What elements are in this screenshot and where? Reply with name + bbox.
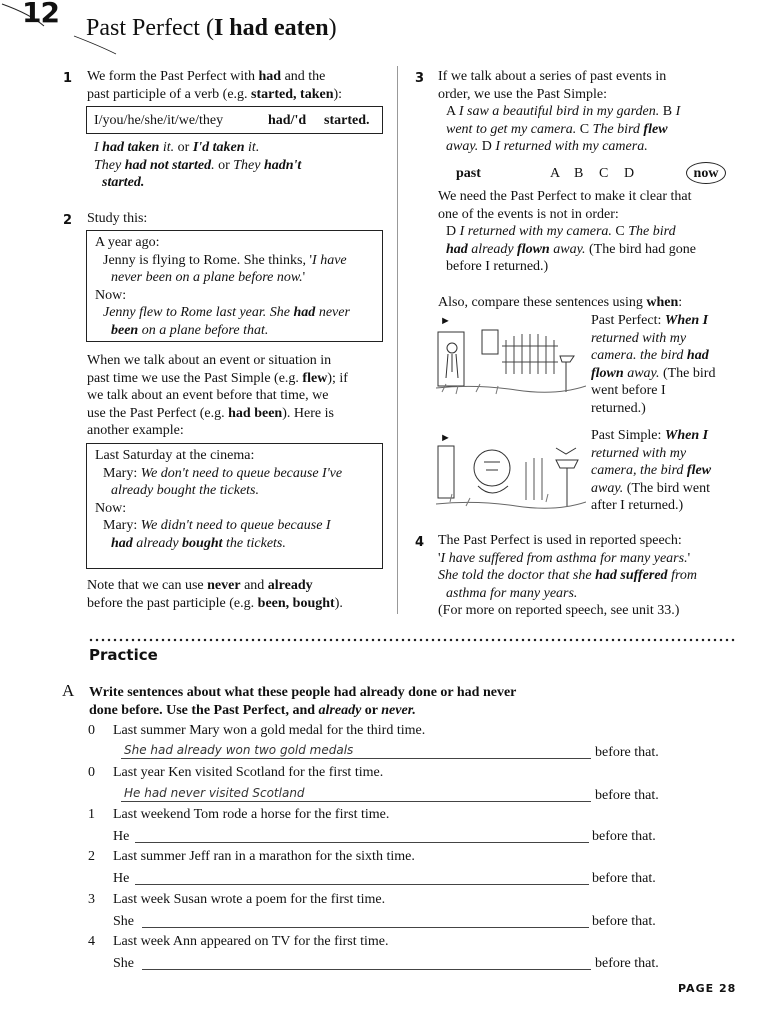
section-1-form-box: I/you/he/she/it/we/they had/'d started. <box>86 106 383 134</box>
past-perfect-caption: Past Perfect: When I returned with my camera. the bird had flown away. (The bird went before I returned.) <box>591 313 716 416</box>
exercise-letter: A <box>62 681 75 700</box>
timeline-letter-d: D <box>624 166 635 181</box>
timeline-letter-c: C <box>599 166 609 181</box>
list-item: 4 Last week Ann appeared on TV for the first time. She before that. <box>88 934 659 971</box>
section-1-examples: I had taken it. or I'd taken it. They had not started. or They hadn't started. <box>94 140 302 190</box>
section-1-number: 1 <box>63 71 73 86</box>
answer-line[interactable] <box>142 969 591 970</box>
section-3-also: Also, compare these sentences using when: <box>438 295 683 310</box>
column-divider <box>397 66 398 614</box>
section-2-box-1: A year ago: Jenny is flying to Rome. She thinks, 'I have never been on a plane before now.' Now: Jenny flew to Rome last year. She had never been on a plane before that. <box>86 230 383 342</box>
bullet-arrow-icon: ► <box>440 432 451 444</box>
section-4-text: The Past Perfect is used in reported speech: 'I have suffered from asthma for many years.' She told the doctor that she had suffered from asthma for many years. (For more on reported speech, see unit 33.) <box>438 533 697 618</box>
answer-line[interactable] <box>135 842 589 843</box>
answer-line[interactable] <box>135 884 589 885</box>
section-2-note: Note that we can use never and already before the past participle (e.g. been, bought). <box>87 578 343 611</box>
answer-text: She had already won two gold medals <box>124 743 354 757</box>
bullet-arrow-icon: ► <box>440 315 451 327</box>
garden-scene-2-illustration <box>436 440 586 514</box>
section-2-paragraph: When we talk about an event or situation in past time we use the Past Simple (e.g. flew); if we talk about an event before that time, we use the Past Perfect (e.g. had been). Here is another example: <box>87 353 348 438</box>
page-number: PAGE 28 <box>678 982 737 995</box>
section-3-text-2: We need the Past Perfect to make it clear that one of the events is not in order: D I returned with my camera. C The bird had already flown away. (The bird had gone before I returned.) <box>438 189 696 274</box>
list-item: 0 Last year Ken visited Scotland for the first time. He had never visited Scotland before that. <box>88 765 659 803</box>
dotted-divider <box>88 638 736 642</box>
unit-title: Past Perfect (I had eaten) <box>86 15 337 41</box>
practice-heading: Practice <box>89 646 158 664</box>
answer-text: He had never visited Scotland <box>124 786 305 800</box>
timeline-past-label: past <box>456 166 481 181</box>
section-4-number: 4 <box>415 535 425 550</box>
answer-line[interactable] <box>121 758 591 759</box>
section-2-box-2: Last Saturday at the cinema: Mary: We don't need to queue because I've already bought the tickets. Now: Mary: We didn't need to queue because I had already bought the tickets. <box>86 443 383 569</box>
list-item: 1 Last weekend Tom rode a horse for the first time. He before that. <box>88 807 656 844</box>
exercise-instructions: Write sentences about what these people had already done or had never done before. Use the Past Perfect, and already or never. <box>89 685 517 718</box>
list-item: 3 Last week Susan wrote a poem for the first time. She before that. <box>88 892 656 929</box>
section-3-text: If we talk about a series of past events in order, we use the Past Simple: A I saw a beautiful bird in my garden. B I went to get my camera. C The bird flew away. D I returned with my camera. <box>438 69 681 154</box>
answer-line[interactable] <box>121 801 591 802</box>
timeline-now-label: now <box>686 162 726 184</box>
section-1-text: We form the Past Perfect with had and the past participle of a verb (e.g. started, taken): <box>87 69 343 102</box>
unit-number: 12 <box>22 0 59 29</box>
timeline-letter-b: B <box>574 166 584 181</box>
past-simple-caption: Past Simple: When I returned with my camera, the bird flew away. (The bird went after I returned.) <box>591 428 712 513</box>
list-item: 2 Last summer Jeff ran in a marathon for the sixth time. He before that. <box>88 849 656 886</box>
answer-line[interactable] <box>142 927 589 928</box>
list-item: 0 Last summer Mary won a gold medal for the third time. She had already won two gold medals before that. <box>88 723 659 760</box>
timeline-letter-a: A <box>550 166 561 181</box>
garden-scene-1-illustration <box>436 326 586 398</box>
section-2-intro: Study this: <box>87 211 148 226</box>
section-3-number: 3 <box>415 71 425 86</box>
section-2-number: 2 <box>63 213 73 228</box>
